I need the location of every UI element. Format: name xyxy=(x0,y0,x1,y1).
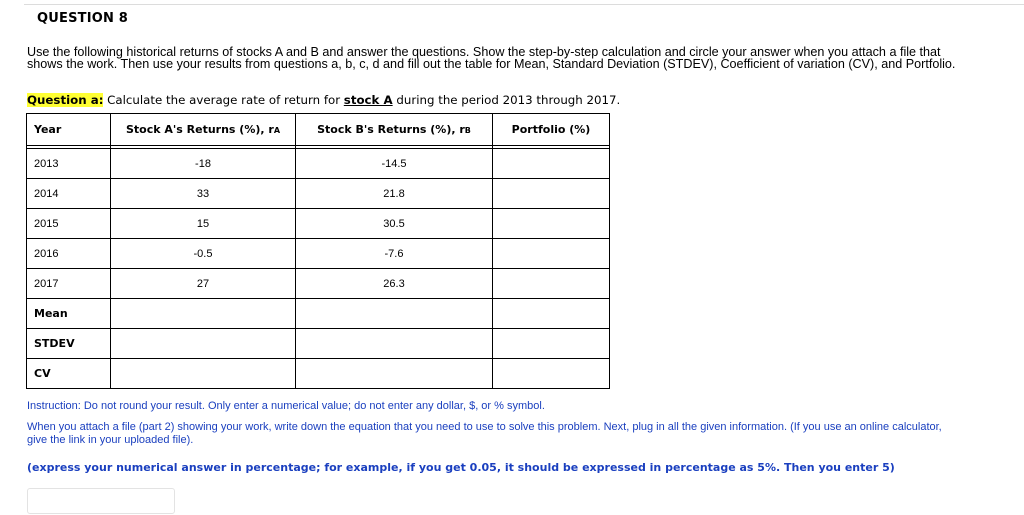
stat-label: Mean xyxy=(27,299,111,329)
question-intro: Use the following historical returns of stocks A and B and answer the questions. Show the step-by-step calculation and circle your answer when you attach a file that shows the work. Then use your results from questions a, b, c, d and fill out the table for Mean, Standard Deviation (STDEV), Coefficient of variation (CV), and Portfolio. xyxy=(27,45,956,71)
table-row xyxy=(27,149,610,179)
table-row xyxy=(27,209,610,239)
header-stock-b xyxy=(296,114,493,146)
row-portfolio xyxy=(493,239,610,269)
header-stock-a-sub: A xyxy=(273,126,281,135)
row-stock-a: 27 xyxy=(111,269,296,299)
header-stock-a-text: Stock A's Returns (%), r xyxy=(125,123,274,136)
table-row xyxy=(27,179,610,209)
row-stock-b: -14.5 xyxy=(296,149,493,179)
question-title: QUESTION 8 xyxy=(37,11,129,26)
row-year: 2013 xyxy=(27,149,111,179)
header-stock-a xyxy=(111,114,296,146)
stats-row-mean xyxy=(27,299,610,329)
row-portfolio xyxy=(493,179,610,209)
stat-label: STDEV xyxy=(27,329,111,359)
top-divider xyxy=(24,4,1024,5)
row-year: 2015 xyxy=(27,209,111,239)
row-portfolio xyxy=(493,209,610,239)
row-portfolio xyxy=(493,269,610,299)
table-row xyxy=(27,269,610,299)
question-a-text-after: during the period 2013 through 2017. xyxy=(392,93,621,107)
stats-row-cv xyxy=(27,359,610,389)
row-stock-b: 26.3 xyxy=(296,269,493,299)
returns-table xyxy=(26,113,610,389)
table-header-row xyxy=(27,114,610,146)
stat-cell-b xyxy=(296,299,493,329)
question-a-label: Question a: xyxy=(27,93,104,107)
stats-row-stdev xyxy=(27,329,610,359)
row-year: 2014 xyxy=(27,179,111,209)
answer-input[interactable] xyxy=(27,488,175,514)
header-stock-b-sub: B xyxy=(464,126,471,135)
instruction-percentage: (express your numerical answer in percentage; for example, if you get 0.05, it should be expressed in percentage as 5%. Then you enter 5) xyxy=(27,461,895,474)
row-stock-a: 15 xyxy=(111,209,296,239)
instruction-attach-file: When you attach a file (part 2) showing your work, write down the equation that you need to use to solve this problem. Next, plug in all the given information. (If you use an online calculator, give the link in your uploaded file). xyxy=(27,421,942,446)
stat-cell-b xyxy=(296,359,493,389)
row-stock-a: 33 xyxy=(111,179,296,209)
row-stock-b: 21.8 xyxy=(296,179,493,209)
row-stock-b: 30.5 xyxy=(296,209,493,239)
row-portfolio xyxy=(493,149,610,179)
header-stock-b-text: Stock B's Returns (%), r xyxy=(317,123,465,136)
question-a-stock: stock A xyxy=(343,93,393,107)
stat-cell-a xyxy=(111,359,296,389)
stat-cell-portfolio xyxy=(493,299,610,329)
row-stock-b: -7.6 xyxy=(296,239,493,269)
row-stock-a: -0.5 xyxy=(111,239,296,269)
stat-cell-portfolio xyxy=(493,359,610,389)
stat-label: CV xyxy=(27,359,111,389)
row-year: 2017 xyxy=(27,269,111,299)
instruction-rounding: Instruction: Do not round your result. Only enter a numerical value; do not enter any dollar, $, or % symbol. xyxy=(27,400,545,412)
table-row xyxy=(27,239,610,269)
row-year: 2016 xyxy=(27,239,111,269)
question-a xyxy=(27,93,620,107)
header-year: Year xyxy=(27,114,111,146)
stat-cell-portfolio xyxy=(493,329,610,359)
row-stock-a: -18 xyxy=(111,149,296,179)
question-a-text-before: Calculate the average rate of return for xyxy=(103,93,344,107)
stat-cell-b xyxy=(296,329,493,359)
header-portfolio: Portfolio (%) xyxy=(493,114,610,146)
stat-cell-a xyxy=(111,299,296,329)
stat-cell-a xyxy=(111,329,296,359)
